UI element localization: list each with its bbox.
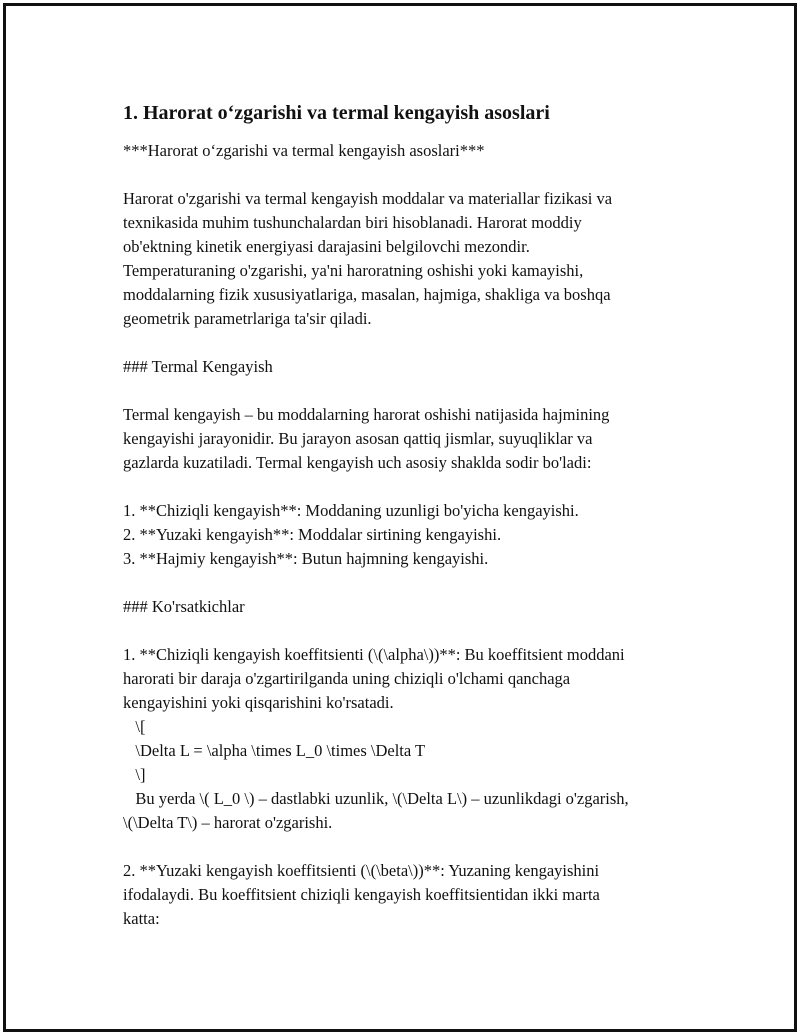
intro-line: Temperaturaning o'zgarishi, ya'ni haroratning oshishi yoki kamayishi, (123, 261, 584, 280)
surface-coefficient-item (123, 859, 703, 931)
formula-line: \] (123, 765, 146, 784)
formula-line: \[ (123, 717, 146, 736)
item-line: 1. **Chiziqli kengayish koeffitsienti (\(\alpha\))**: Bu koeffitsient moddani (123, 645, 625, 664)
spacer (123, 379, 703, 403)
intro-line: moddalarning fizik xususiyatlariga, masalan, hajmiga, shakliga va boshqa (123, 285, 611, 304)
item-line: ifodalaydi. Bu koeffitsient chiziqli kengayish koeffitsientidan ikki marta (123, 885, 600, 904)
list-item: 3. **Hajmiy kengayish**: Butun hajmning kengayishi. (123, 549, 489, 568)
paragraph-line: gazlarda kuzatiladi. Termal kengayish uch asosiy shaklda sodir bo'ladi: (123, 453, 592, 472)
item-line: Bu yerda \( L_0 \) – dastlabki uzunlik, \(\Delta L\) – uzunlikdagi o'zgarish, (123, 789, 629, 808)
spacer (123, 475, 703, 499)
section-heading-termal: ### Termal Kengayish (123, 357, 273, 376)
spacer (123, 835, 703, 859)
spacer (123, 571, 703, 595)
paragraph-line: kengayishi jarayonidir. Bu jarayon asosan qattiq jismlar, suyuqliklar va (123, 429, 593, 448)
termal-paragraph (123, 403, 703, 475)
expansion-types-list (123, 499, 703, 571)
list-item: 2. **Yuzaki kengayish**: Moddalar sirtining kengayishi. (123, 525, 502, 544)
item-line: katta: (123, 909, 160, 928)
spacer (123, 619, 703, 643)
page-frame (3, 3, 797, 1032)
document-title: 1. Harorat o‘zgarishi va termal kengayish asoslari (123, 102, 550, 124)
document-subtitle: ***Harorat o‘zgarishi va termal kengayish asoslari*** (123, 141, 485, 160)
intro-line: texnikasida muhim tushunchalardan biri hisoblanadi. Harorat moddiy (123, 213, 582, 232)
paragraph-line: Termal kengayish – bu moddalarning harorat oshishi natijasida hajmining (123, 405, 610, 424)
list-item: 1. **Chiziqli kengayish**: Moddaning uzunligi bo'yicha kengayishi. (123, 501, 579, 520)
spacer (123, 331, 703, 355)
document-body (123, 99, 703, 931)
item-line: harorati bir daraja o'zgartirilganda uning chiziqli o'lchami qanchaga (123, 669, 571, 688)
intro-line: Harorat o'zgarishi va termal kengayish moddalar va materiallar fizikasi va (123, 189, 613, 208)
linear-coefficient-item (123, 643, 703, 835)
item-line: \(\Delta T\) – harorat o'zgarishi. (123, 813, 333, 832)
item-line: kengayishini yoki qisqarishini ko'rsatadi. (123, 693, 394, 712)
item-line: 2. **Yuzaki kengayish koeffitsienti (\(\beta\))**: Yuzaning kengayishini (123, 861, 600, 880)
intro-paragraph (123, 187, 703, 331)
intro-line: geometrik parametrlariga ta'sir qiladi. (123, 309, 372, 328)
spacer (123, 163, 703, 187)
formula-line: \Delta L = \alpha \times L_0 \times \Delta T (123, 741, 426, 760)
section-heading-korsatkichlar: ### Ko'rsatkichlar (123, 597, 245, 616)
intro-line: ob'ektning kinetik energiyasi darajasini belgilovchi mezondir. (123, 237, 530, 256)
